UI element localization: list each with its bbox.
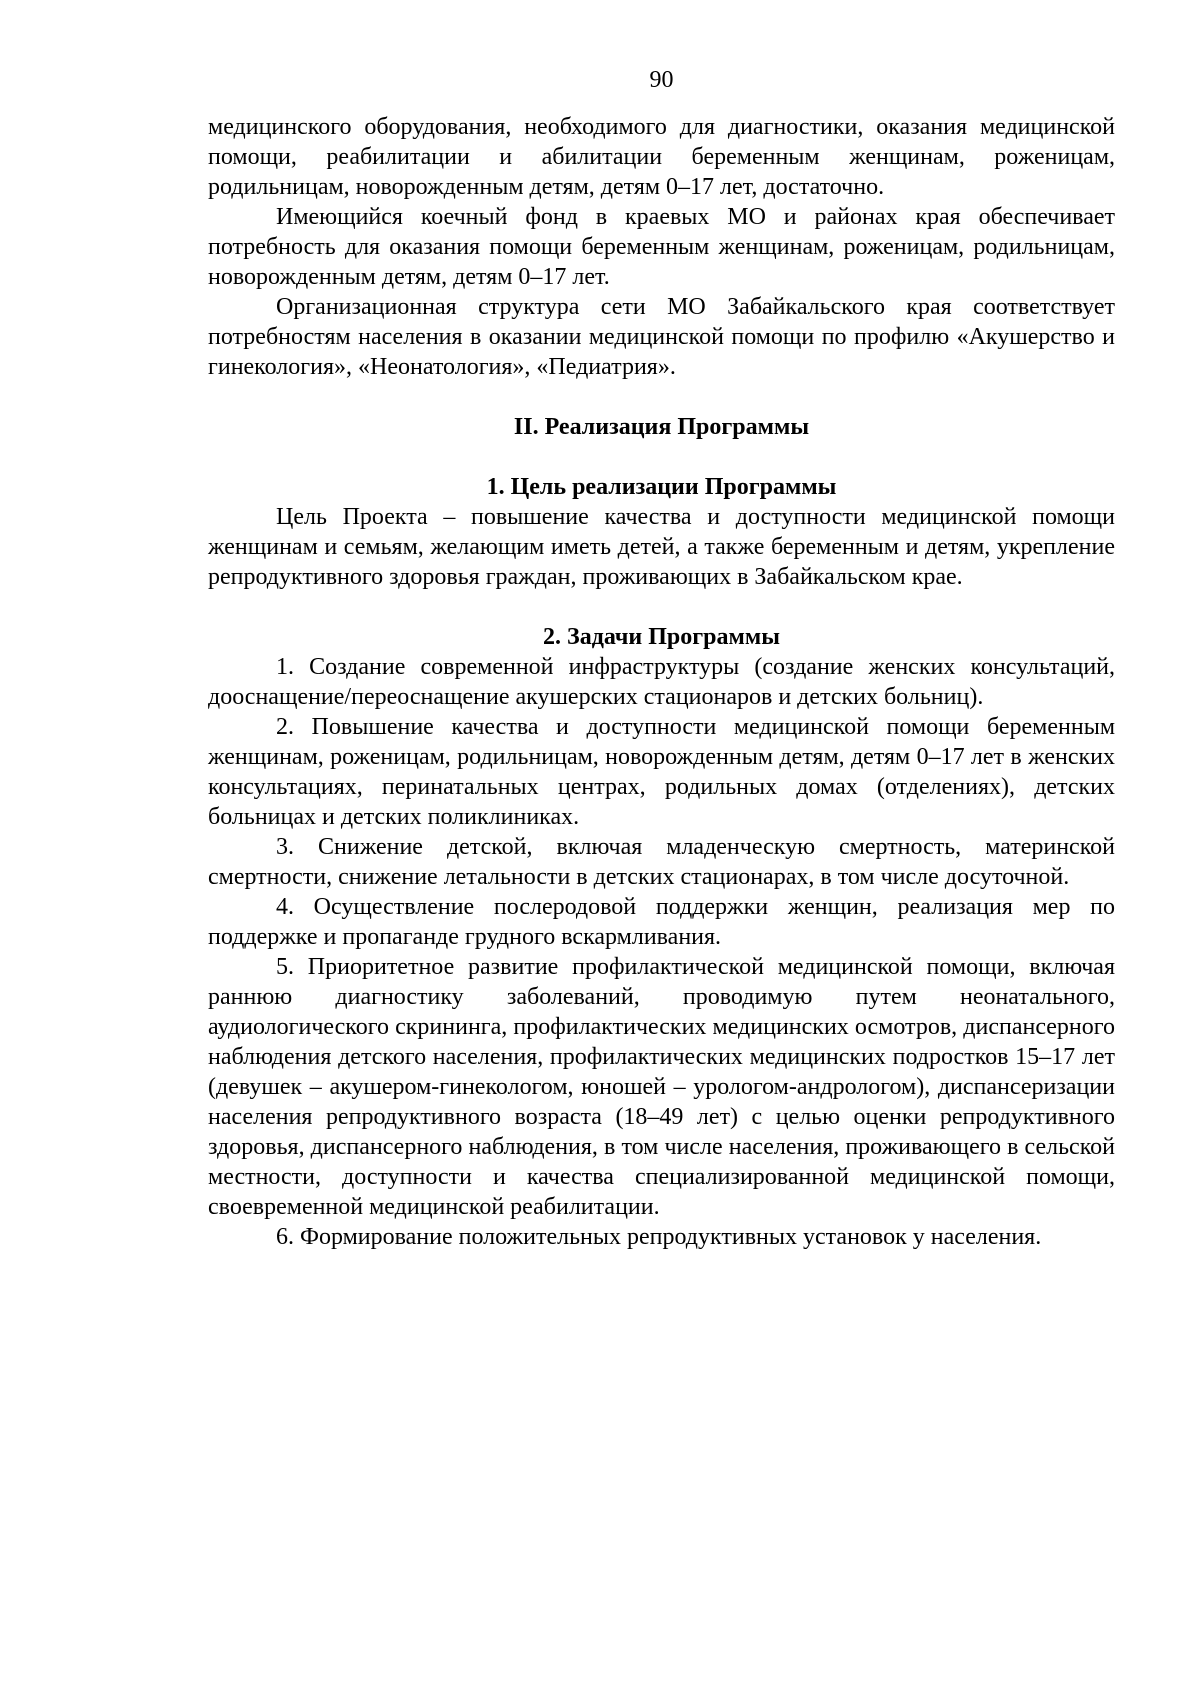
tasks-title: 2. Задачи Программы: [543, 624, 780, 650]
section-title: II. Реализация Программы: [513, 414, 810, 440]
intro-paragraph-1: медицинского оборудования, необходимого для диагностики, оказания медицинской помощи, реабилитации и абилитации беременным женщинам, роженицам, родильницам, новорожденным детям, детям 0–17 лет, достаточно.: [208, 114, 1115, 200]
task-item-3: 3. Снижение детской, включая младенческую смертность, материнской смертности, снижение летальности в детских стационарах, в том числе досуточной.: [208, 834, 1115, 890]
task-item-6: 6. Формирование положительных репродуктивных установок у населения.: [276, 1224, 1042, 1250]
task-item-2: 2. Повышение качества и доступности медицинской помощи беременным женщинам, роженицам, родильницам, новорожденным детям, детям 0–17 лет в женских консультациях, перинатальных центрах, родильных домах (отделениях), детских больницах и детских поликлиниках.: [208, 714, 1115, 830]
task-item-1: 1. Создание современной инфраструктуры (создание женских консультаций, дооснащение/переоснащение акушерских стационаров и детских больниц).: [208, 654, 1115, 710]
goal-paragraph: Цель Проекта – повышение качества и доступности медицинской помощи женщинам и семьям, желающим иметь детей, а также беременным и детям, укрепление репродуктивного здоровья граждан, проживающих в Забайкальском крае.: [208, 504, 1115, 590]
task-item-4: 4. Осуществление послеродовой поддержки женщин, реализация мер по поддержке и пропаганде грудного вскармливания.: [208, 894, 1115, 950]
intro-paragraph-3: Организационная структура сети МО Забайкальского края соответствует потребностям населения в оказании медицинской помощи по профилю «Акушерство и гинекология», «Неонатология», «Педиатрия».: [208, 294, 1115, 380]
page-number: 90: [649, 67, 674, 93]
goal-title: 1. Цель реализации Программы: [486, 474, 837, 500]
intro-paragraph-2: Имеющийся коечный фонд в краевых МО и районах края обеспечивает потребность для оказания помощи беременным женщинам, роженицам, родильницам, новорожденным детям, детям 0–17 лет.: [208, 204, 1115, 290]
task-item-5: 5. Приоритетное развитие профилактической медицинской помощи, включая раннюю диагностику заболеваний, проводимую путем неонатального, аудиологического скрининга, профилактических медицинских осмотров, диспансерного наблюдения детского населения, профилактических медицинских подростков 15–17 лет (девушек – акушером-гинекологом, юношей – урологом-андрологом), диспансеризации населения репродуктивного возраста (18–49 лет) с целью оценки репродуктивного здоровья, диспансерного наблюдения, в том числе населения, проживающего в сельской местности, доступности и качества специализированной медицинской помощи, своевременной медицинской реабилитации.: [208, 954, 1115, 1220]
